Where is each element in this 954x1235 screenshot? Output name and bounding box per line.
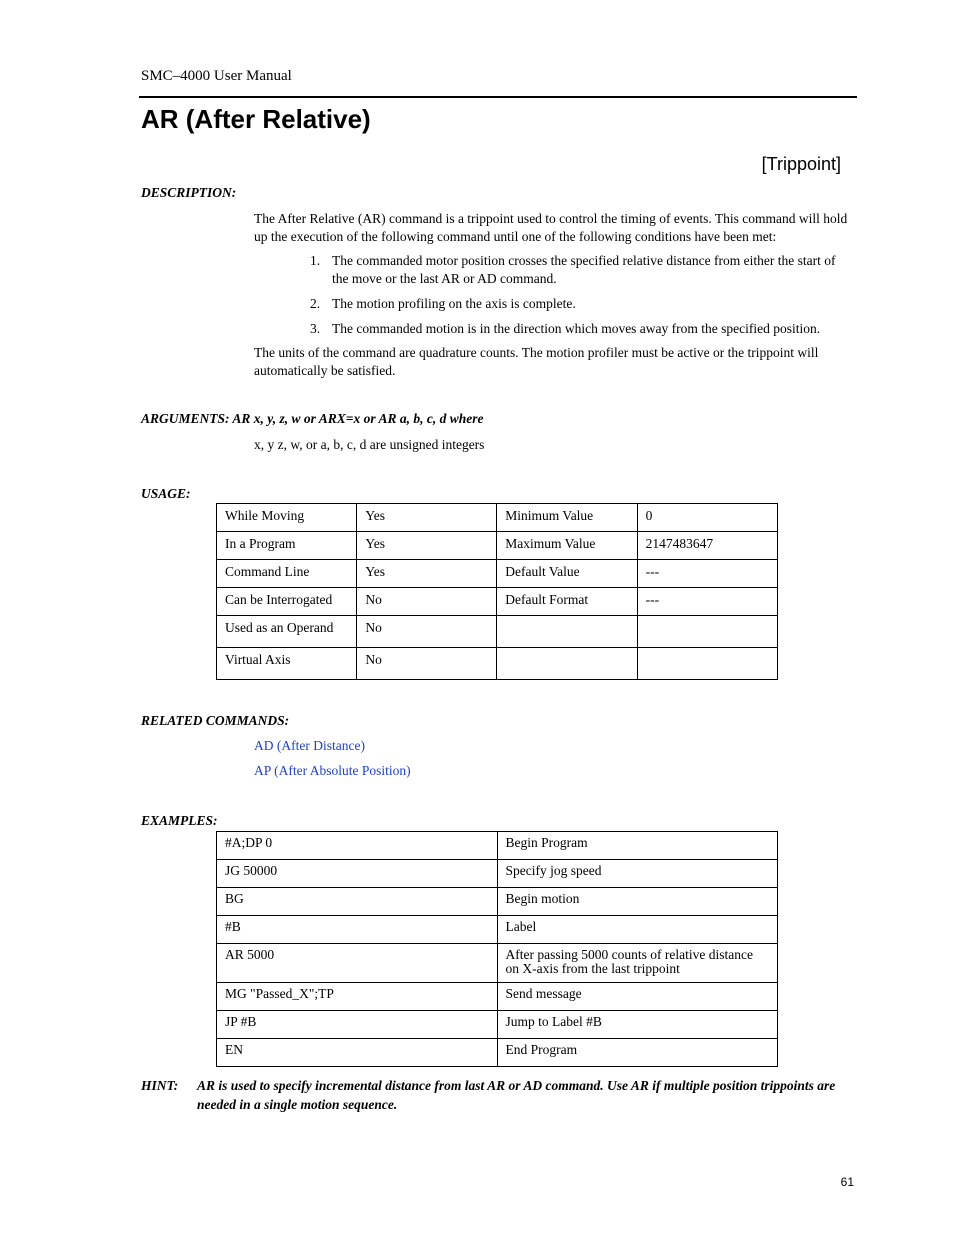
condition-item <box>310 252 855 287</box>
table-cell <box>497 616 637 648</box>
page-number: 61 <box>840 1175 854 1189</box>
table-row <box>217 1011 778 1039</box>
related-link-ap[interactable]: AP (After Absolute Position) <box>254 763 411 778</box>
table-row <box>217 983 778 1011</box>
condition-number: 1. <box>310 253 321 268</box>
table-cell: Can be Interrogated <box>217 588 357 616</box>
condition-item <box>310 295 855 313</box>
table-cell: --- <box>637 560 777 588</box>
example-code: EN <box>217 1039 498 1067</box>
condition-number: 3. <box>310 320 321 336</box>
page-title: AR (After Relative) <box>141 104 371 134</box>
units-note: The units of the command are quadrature counts. The motion profiler must be active or the trippoint will automatically be satisfied. <box>254 345 819 378</box>
examples-label: EXAMPLES: <box>141 813 218 828</box>
example-code: BG <box>217 888 498 916</box>
conditions-list <box>310 252 855 345</box>
related-commands-label: RELATED COMMANDS: <box>141 713 290 728</box>
table-row <box>217 860 778 888</box>
example-comment: Specify jog speed <box>497 860 777 888</box>
table-row <box>217 1039 778 1067</box>
description-intro: The After Relative (AR) command is a trippoint used to control the timing of events. This command will hold up the execution of the following command until one of the following conditions have been met: <box>254 211 848 244</box>
table-cell <box>637 648 777 680</box>
table-row <box>217 504 778 532</box>
table-row <box>217 944 778 983</box>
table-cell <box>497 648 637 680</box>
example-comment: Jump to Label #B <box>497 1011 777 1039</box>
example-comment: Begin motion <box>497 888 777 916</box>
table-cell: Default Format <box>497 588 637 616</box>
table-cell: 0 <box>637 504 777 532</box>
table-cell: --- <box>637 588 777 616</box>
arguments-text: x, y z, w, or a, b, c, d are unsigned integers <box>254 437 485 452</box>
example-comment: Begin Program <box>497 832 777 860</box>
table-row <box>217 560 778 588</box>
command-category: [Trippoint] <box>761 154 841 174</box>
example-code: MG "Passed_X";TP <box>217 983 498 1011</box>
table-row <box>217 648 778 680</box>
example-code: #A;DP 0 <box>217 832 498 860</box>
condition-text: The motion profiling on the axis is complete. <box>332 295 576 311</box>
example-comment: Label <box>497 916 777 944</box>
table-cell <box>637 616 777 648</box>
example-code: #B <box>217 916 498 944</box>
table-cell: No <box>357 616 497 648</box>
table-cell: Yes <box>357 532 497 560</box>
table-row <box>217 532 778 560</box>
arguments-label: ARGUMENTS: AR x, y, z, w or ARX=x or AR a, b, c, d where <box>141 411 484 426</box>
condition-text: The commanded motor position crosses the specified relative distance from either the start of the move or the last AR or AD command. <box>332 253 836 286</box>
header-rule <box>139 96 857 98</box>
description-label: DESCRIPTION: <box>141 185 237 200</box>
hint-label: HINT: <box>141 1078 179 1093</box>
hint-text: AR is used to specify incremental distance from last AR or AD command. Use AR if multiple position trippoints are needed in a single motion sequence. <box>197 1078 836 1112</box>
usage-label: USAGE: <box>141 486 191 501</box>
table-cell: In a Program <box>217 532 357 560</box>
table-cell: Default Value <box>497 560 637 588</box>
example-comment: Send message <box>497 983 777 1011</box>
table-cell: Yes <box>357 504 497 532</box>
table-row <box>217 888 778 916</box>
table-row <box>217 916 778 944</box>
example-code: JP #B <box>217 1011 498 1039</box>
table-cell: Yes <box>357 560 497 588</box>
example-code: AR 5000 <box>217 944 498 983</box>
table-cell: While Moving <box>217 504 357 532</box>
condition-item <box>310 320 855 338</box>
table-cell: 2147483647 <box>637 532 777 560</box>
table-cell: Command Line <box>217 560 357 588</box>
example-code: JG 50000 <box>217 860 498 888</box>
condition-number: 2. <box>310 295 321 311</box>
table-cell: No <box>357 588 497 616</box>
condition-text: The commanded motion is in the direction which moves away from the specified position. <box>332 320 821 336</box>
table-cell: No <box>357 648 497 680</box>
usage-table <box>216 503 778 680</box>
table-row <box>217 832 778 860</box>
table-row <box>217 616 778 648</box>
running-header: SMC–4000 User Manual <box>141 68 292 84</box>
example-comment: After passing 5000 counts of relative distance on X-axis from the last trippoint <box>497 944 777 983</box>
table-cell: Maximum Value <box>497 532 637 560</box>
table-cell: Virtual Axis <box>217 648 357 680</box>
table-cell: Minimum Value <box>497 504 637 532</box>
table-row <box>217 588 778 616</box>
example-comment: End Program <box>497 1039 777 1067</box>
table-cell: Used as an Operand <box>217 616 357 648</box>
related-link-ad[interactable]: AD (After Distance) <box>254 738 365 753</box>
examples-table <box>216 831 778 1067</box>
hint-block <box>141 1076 846 1114</box>
